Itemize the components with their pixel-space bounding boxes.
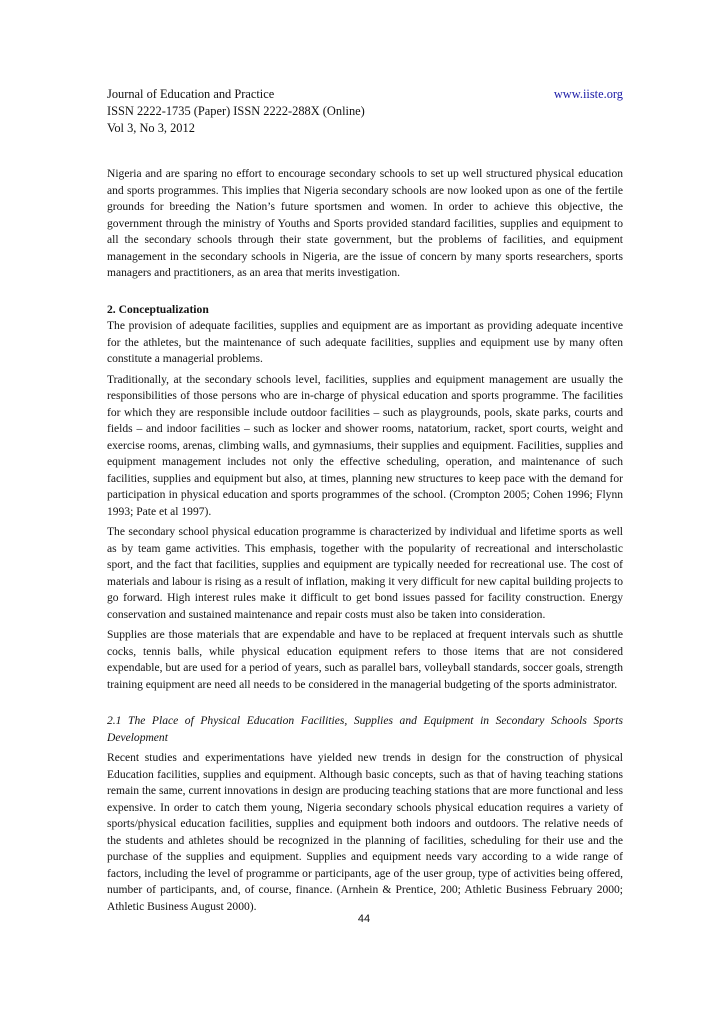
- subsection-heading-facilities: 2.1 The Place of Physical Education Facilities, Supplies and Equipment in Secondary Schools Sports Development: [107, 715, 623, 744]
- journal-header: [107, 86, 623, 137]
- section2-paragraph-1: The provision of adequate facilities, supplies and equipment are as important as providing adequate incentive for the athletes, but the maintenance of such adequate facilities, supplies and equipment use by many often constitute a managerial problems.: [107, 320, 623, 365]
- journal-title: Journal of Education and Practice: [107, 87, 275, 101]
- section2-paragraph-3: The secondary school physical education programme is characterized by individual and lifetime sports as well as by team game activities. This emphasis, together with the popularity of recreational and interscholastic sport, and the fact that facilities, supplies and equipment are typically needed for recreational use. The cost of materials and labour is rising as a result of inflation, making it very difficult for new capital building projects to go forward. High interest rules make it difficult to get bond issues passed for facility construction. Energy conservation and sustained maintenance and repair costs must also be taken into consideration.: [107, 526, 623, 621]
- journal-volume: Vol 3, No 3, 2012: [107, 121, 195, 135]
- article-body: [107, 166, 623, 915]
- intro-paragraph: Nigeria and are sparing no effort to encourage secondary schools to set up well structured physical education and sports programmes. This implies that Nigeria secondary schools are now looked upon as one of the fertile grounds for breeding the Nation’s future sportsmen and women. In order to achieve this objective, the government through the ministry of Youths and Sports provided standard facilities, supplies and equipment to all the secondary schools through their state government, but the problems of facilities, and equipment management in the secondary schools in Nigeria, are the issue of concern by many sports researchers, sports managers and practitioners, as an area that merits investigation.: [107, 168, 623, 279]
- page-content: [107, 86, 623, 919]
- section-heading-conceptualization: 2. Conceptualization: [107, 302, 209, 316]
- page-number: 44: [357, 913, 371, 925]
- journal-issn: ISSN 2222-1735 (Paper) ISSN 2222-288X (Online): [107, 104, 365, 118]
- section21-paragraph-1: Recent studies and experimentations have yielded new trends in design for the construction of physical Education facilities, supplies and equipment. Although basic concepts, such as that of having teaching stations remain the same, current innovations in design are producing teaching stations that are more functional and less expensive. In order to catch them young, Nigeria secondary schools physical education requires a variety of sports/physical education facilities, supplies and equipment both indoors and outdoors. The relative needs of the students and athletes should be recognized in the planning of facilities, scheduling for their use and the purchase of the supplies and equipment. Supplies and equipment needs vary according to a wide range of factors, including the level of programme or participants, age of the user group, type of activities being offered, number of participants, and, of course, finance. (Arnhein & Prentice, 200; Athletic Business February 2000; Athletic Business August 2000).: [107, 752, 623, 913]
- journal-url-link[interactable]: www.iiste.org: [553, 87, 623, 101]
- section2-paragraph-2: Traditionally, at the secondary schools level, facilities, supplies and equipment management are usually the responsibilities of those persons who are in-charge of physical education and sports programme. The facilities for which they are responsible include outdoor facilities – such as playgrounds, pools, skate parks, courts and fields – and indoor facilities – such as locker and shower rooms, natatorium, racket, sport courts, weight and exercise rooms, arenas, climbing walls, and gymnasiums, their supplies and equipment. Facilities, supplies and equipment management includes not only the effective scheduling, operation, and maintenance of such facilities, supplies and equipment but also, at times, planning new structures to keep pace with the demand for participation in physical education and sports programmes of the school. (Crompton 2005; Cohen 1996; Flynn 1993; Pate et al 1997).: [107, 373, 623, 518]
- section2-paragraph-4: Supplies are those materials that are expendable and have to be replaced at frequent intervals such as shuttle cocks, tennis balls, while physical education equipment refers to those items that are not considered expendable, but are used for a period of years, such as parallel bars, volleyball standards, soccer goals, strength training equipment are need all needs to be considered in the managerial budgeting of the sports administrator.: [107, 629, 623, 691]
